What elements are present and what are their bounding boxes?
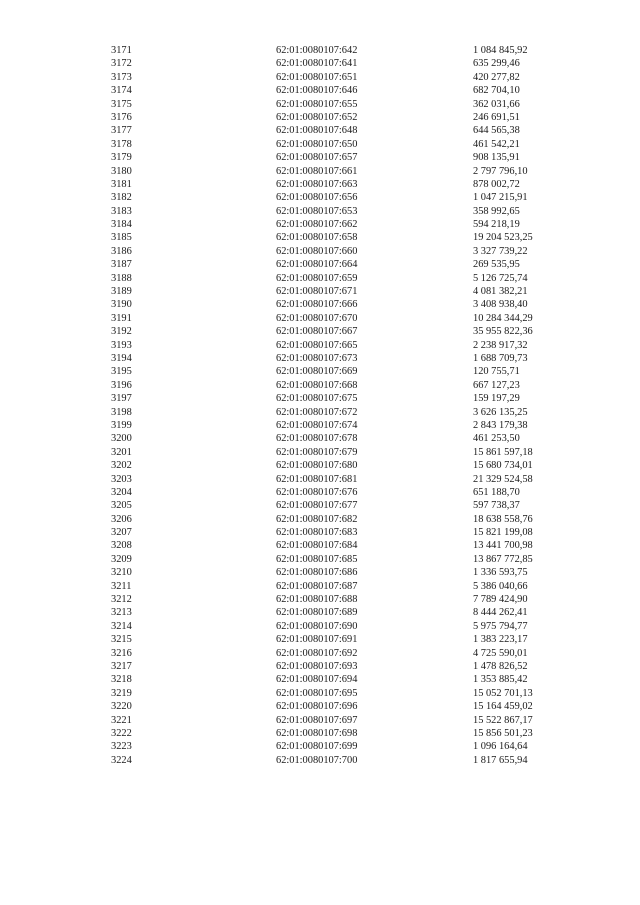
cadastral-number: 62:01:0080107:683 [276,527,358,539]
table-row [0,285,640,298]
row-number: 3221 [111,714,132,726]
table-row [0,325,640,338]
cadastral-number: 62:01:0080107:696 [276,701,358,713]
row-number: 3186 [111,245,132,257]
row-number: 3190 [111,299,132,311]
cadastral-value: 5 386 040,66 [473,580,528,592]
cadastral-number: 62:01:0080107:668 [276,379,358,391]
row-number: 3177 [111,125,132,137]
cadastral-number: 62:01:0080107:691 [276,634,358,646]
cadastral-number: 62:01:0080107:689 [276,607,358,619]
cadastral-value: 644 565,38 [473,125,520,137]
table-row [0,272,640,285]
cadastral-value: 358 992,65 [473,205,520,217]
row-number: 3213 [111,607,132,619]
cadastral-number: 62:01:0080107:670 [276,312,358,324]
row-number: 3176 [111,111,132,123]
cadastral-value: 7 789 424,90 [473,594,528,606]
cadastral-value: 15 680 734,01 [473,460,533,472]
cadastral-number: 62:01:0080107:687 [276,580,358,592]
cadastral-value-table [0,44,640,767]
cadastral-value: 13 867 772,85 [473,553,533,565]
cadastral-number: 62:01:0080107:700 [276,754,358,766]
cadastral-number: 62:01:0080107:679 [276,446,358,458]
cadastral-number: 62:01:0080107:656 [276,192,358,204]
cadastral-value: 2 843 179,38 [473,419,528,431]
table-row [0,539,640,552]
cadastral-value: 597 738,37 [473,500,520,512]
cadastral-value: 1 084 845,92 [473,45,528,56]
cadastral-value: 120 755,71 [473,366,520,378]
cadastral-number: 62:01:0080107:692 [276,647,358,659]
row-number: 3209 [111,553,132,565]
table-row [0,647,640,660]
table-row [0,526,640,539]
cadastral-number: 62:01:0080107:684 [276,540,358,552]
table-row [0,231,640,244]
table-row [0,151,640,164]
cadastral-number: 62:01:0080107:698 [276,727,358,739]
row-number: 3220 [111,701,132,713]
cadastral-value: 1 478 826,52 [473,660,528,672]
table-row [0,593,640,606]
cadastral-value: 15 856 501,23 [473,727,533,739]
table-row [0,553,640,566]
cadastral-number: 62:01:0080107:641 [276,58,358,70]
cadastral-value: 878 002,72 [473,178,520,190]
cadastral-value: 13 441 700,98 [473,540,533,552]
table-row [0,566,640,579]
table-row [0,98,640,111]
row-number: 3208 [111,540,132,552]
cadastral-number: 62:01:0080107:658 [276,232,358,244]
row-number: 3175 [111,98,132,110]
cadastral-number: 62:01:0080107:677 [276,500,358,512]
cadastral-value: 15 522 867,17 [473,714,533,726]
cadastral-number: 62:01:0080107:642 [276,45,358,56]
row-number: 3203 [111,473,132,485]
table-row [0,71,640,84]
cadastral-value: 2 238 917,32 [473,339,528,351]
row-number: 3171 [111,45,132,56]
table-row [0,352,640,365]
cadastral-value: 1 353 885,42 [473,674,528,686]
row-number: 3197 [111,393,132,405]
cadastral-value: 908 135,91 [473,152,520,164]
row-number: 3202 [111,460,132,472]
cadastral-value: 21 329 524,58 [473,473,533,485]
cadastral-number: 62:01:0080107:673 [276,352,358,364]
row-number: 3211 [111,580,132,592]
row-number: 3178 [111,138,132,150]
cadastral-number: 62:01:0080107:685 [276,553,358,565]
row-number: 3201 [111,446,132,458]
cadastral-number: 62:01:0080107:676 [276,486,358,498]
cadastral-value: 3 626 135,25 [473,406,528,418]
row-number: 3223 [111,741,132,753]
table-row [0,513,640,526]
cadastral-value: 18 638 558,76 [473,513,533,525]
cadastral-number: 62:01:0080107:664 [276,259,358,271]
cadastral-number: 62:01:0080107:697 [276,714,358,726]
cadastral-number: 62:01:0080107:648 [276,125,358,137]
row-number: 3218 [111,674,132,686]
table-row [0,178,640,191]
cadastral-value: 461 542,21 [473,138,520,150]
table-row [0,700,640,713]
cadastral-value: 15 821 199,08 [473,527,533,539]
cadastral-number: 62:01:0080107:694 [276,674,358,686]
cadastral-number: 62:01:0080107:695 [276,687,358,699]
row-number: 3180 [111,165,132,177]
cadastral-number: 62:01:0080107:657 [276,152,358,164]
table-row [0,111,640,124]
table-row [0,754,640,767]
cadastral-number: 62:01:0080107:663 [276,178,358,190]
table-row [0,124,640,137]
cadastral-value: 15 052 701,13 [473,687,533,699]
table-row [0,298,640,311]
cadastral-value: 5 126 725,74 [473,272,528,284]
cadastral-value: 246 691,51 [473,111,520,123]
row-number: 3187 [111,259,132,271]
cadastral-value: 35 955 822,36 [473,326,533,338]
table-row [0,205,640,218]
table-row [0,432,640,445]
table-row [0,740,640,753]
cadastral-value: 1 336 593,75 [473,567,528,579]
cadastral-value: 269 535,95 [473,259,520,271]
cadastral-value: 1 383 223,17 [473,634,528,646]
table-row [0,687,640,700]
row-number: 3205 [111,500,132,512]
cadastral-number: 62:01:0080107:693 [276,660,358,672]
table-row [0,165,640,178]
cadastral-value: 3 408 938,40 [473,299,528,311]
row-number: 3212 [111,594,132,606]
table-row [0,499,640,512]
row-number: 3224 [111,754,132,766]
row-number: 3199 [111,419,132,431]
row-number: 3198 [111,406,132,418]
cadastral-number: 62:01:0080107:680 [276,460,358,472]
cadastral-value: 1 688 709,73 [473,352,528,364]
row-number: 3210 [111,567,132,579]
row-number: 3184 [111,219,132,231]
cadastral-value: 4 081 382,21 [473,286,528,298]
table-row [0,218,640,231]
cadastral-value: 651 188,70 [473,486,520,498]
row-number: 3222 [111,727,132,739]
table-row [0,606,640,619]
table-row [0,473,640,486]
cadastral-number: 62:01:0080107:665 [276,339,358,351]
row-number: 3172 [111,58,132,70]
cadastral-number: 62:01:0080107:661 [276,165,358,177]
table-row [0,191,640,204]
table-row [0,258,640,271]
row-number: 3214 [111,620,132,632]
table-row [0,57,640,70]
row-number: 3216 [111,647,132,659]
cadastral-number: 62:01:0080107:667 [276,326,358,338]
cadastral-number: 62:01:0080107:678 [276,433,358,445]
table-row [0,673,640,686]
cadastral-number: 62:01:0080107:699 [276,741,358,753]
cadastral-number: 62:01:0080107:662 [276,219,358,231]
table-row [0,727,640,740]
table-row [0,339,640,352]
table-row [0,245,640,258]
cadastral-value: 461 253,50 [473,433,520,445]
cadastral-number: 62:01:0080107:690 [276,620,358,632]
cadastral-number: 62:01:0080107:686 [276,567,358,579]
cadastral-number: 62:01:0080107:672 [276,406,358,418]
cadastral-number: 62:01:0080107:655 [276,98,358,110]
cadastral-number: 62:01:0080107:681 [276,473,358,485]
cadastral-value: 2 797 796,10 [473,165,528,177]
table-row [0,406,640,419]
cadastral-number: 62:01:0080107:650 [276,138,358,150]
cadastral-value: 362 031,66 [473,98,520,110]
cadastral-value: 635 299,46 [473,58,520,70]
cadastral-value: 159 197,29 [473,393,520,405]
cadastral-number: 62:01:0080107:659 [276,272,358,284]
row-number: 3182 [111,192,132,204]
table-row [0,633,640,646]
cadastral-value: 594 218,19 [473,219,520,231]
table-row [0,486,640,499]
table-row [0,312,640,325]
table-row [0,580,640,593]
row-number: 3193 [111,339,132,351]
row-number: 3188 [111,272,132,284]
cadastral-value: 682 704,10 [473,85,520,97]
row-number: 3194 [111,352,132,364]
row-number: 3196 [111,379,132,391]
row-number: 3174 [111,85,132,97]
cadastral-number: 62:01:0080107:675 [276,393,358,405]
table-row [0,459,640,472]
cadastral-number: 62:01:0080107:666 [276,299,358,311]
table-row [0,392,640,405]
cadastral-number: 62:01:0080107:646 [276,85,358,97]
cadastral-value: 15 861 597,18 [473,446,533,458]
table-row [0,379,640,392]
row-number: 3206 [111,513,132,525]
table-row [0,365,640,378]
cadastral-value: 3 327 739,22 [473,245,528,257]
table-row [0,446,640,459]
table-row [0,620,640,633]
row-number: 3215 [111,634,132,646]
cadastral-value: 8 444 262,41 [473,607,528,619]
cadastral-value: 420 277,82 [473,71,520,83]
cadastral-number: 62:01:0080107:651 [276,71,358,83]
cadastral-value: 667 127,23 [473,379,520,391]
row-number: 3207 [111,527,132,539]
cadastral-number: 62:01:0080107:682 [276,513,358,525]
row-number: 3189 [111,286,132,298]
cadastral-value: 1 096 164,64 [473,741,528,753]
table-row [0,714,640,727]
cadastral-number: 62:01:0080107:660 [276,245,358,257]
table-row [0,138,640,151]
row-number: 3183 [111,205,132,217]
row-number: 3219 [111,687,132,699]
cadastral-number: 62:01:0080107:652 [276,111,358,123]
row-number: 3200 [111,433,132,445]
row-number: 3179 [111,152,132,164]
cadastral-value: 5 975 794,77 [473,620,528,632]
cadastral-number: 62:01:0080107:671 [276,286,358,298]
row-number: 3191 [111,312,132,324]
table-row [0,419,640,432]
cadastral-number: 62:01:0080107:688 [276,594,358,606]
row-number: 3181 [111,178,132,190]
cadastral-value: 15 164 459,02 [473,701,533,713]
row-number: 3195 [111,366,132,378]
cadastral-value: 10 284 344,29 [473,312,533,324]
row-number: 3185 [111,232,132,244]
row-number: 3173 [111,71,132,83]
cadastral-value: 4 725 590,01 [473,647,528,659]
cadastral-number: 62:01:0080107:674 [276,419,358,431]
row-number: 3192 [111,326,132,338]
cadastral-number: 62:01:0080107:669 [276,366,358,378]
row-number: 3204 [111,486,132,498]
cadastral-value: 1 047 215,91 [473,192,528,204]
cadastral-number: 62:01:0080107:653 [276,205,358,217]
table-row [0,660,640,673]
row-number: 3217 [111,660,132,672]
table-row [0,84,640,97]
cadastral-value: 1 817 655,94 [473,754,528,766]
cadastral-value: 19 204 523,25 [473,232,533,244]
table-row [0,44,640,57]
